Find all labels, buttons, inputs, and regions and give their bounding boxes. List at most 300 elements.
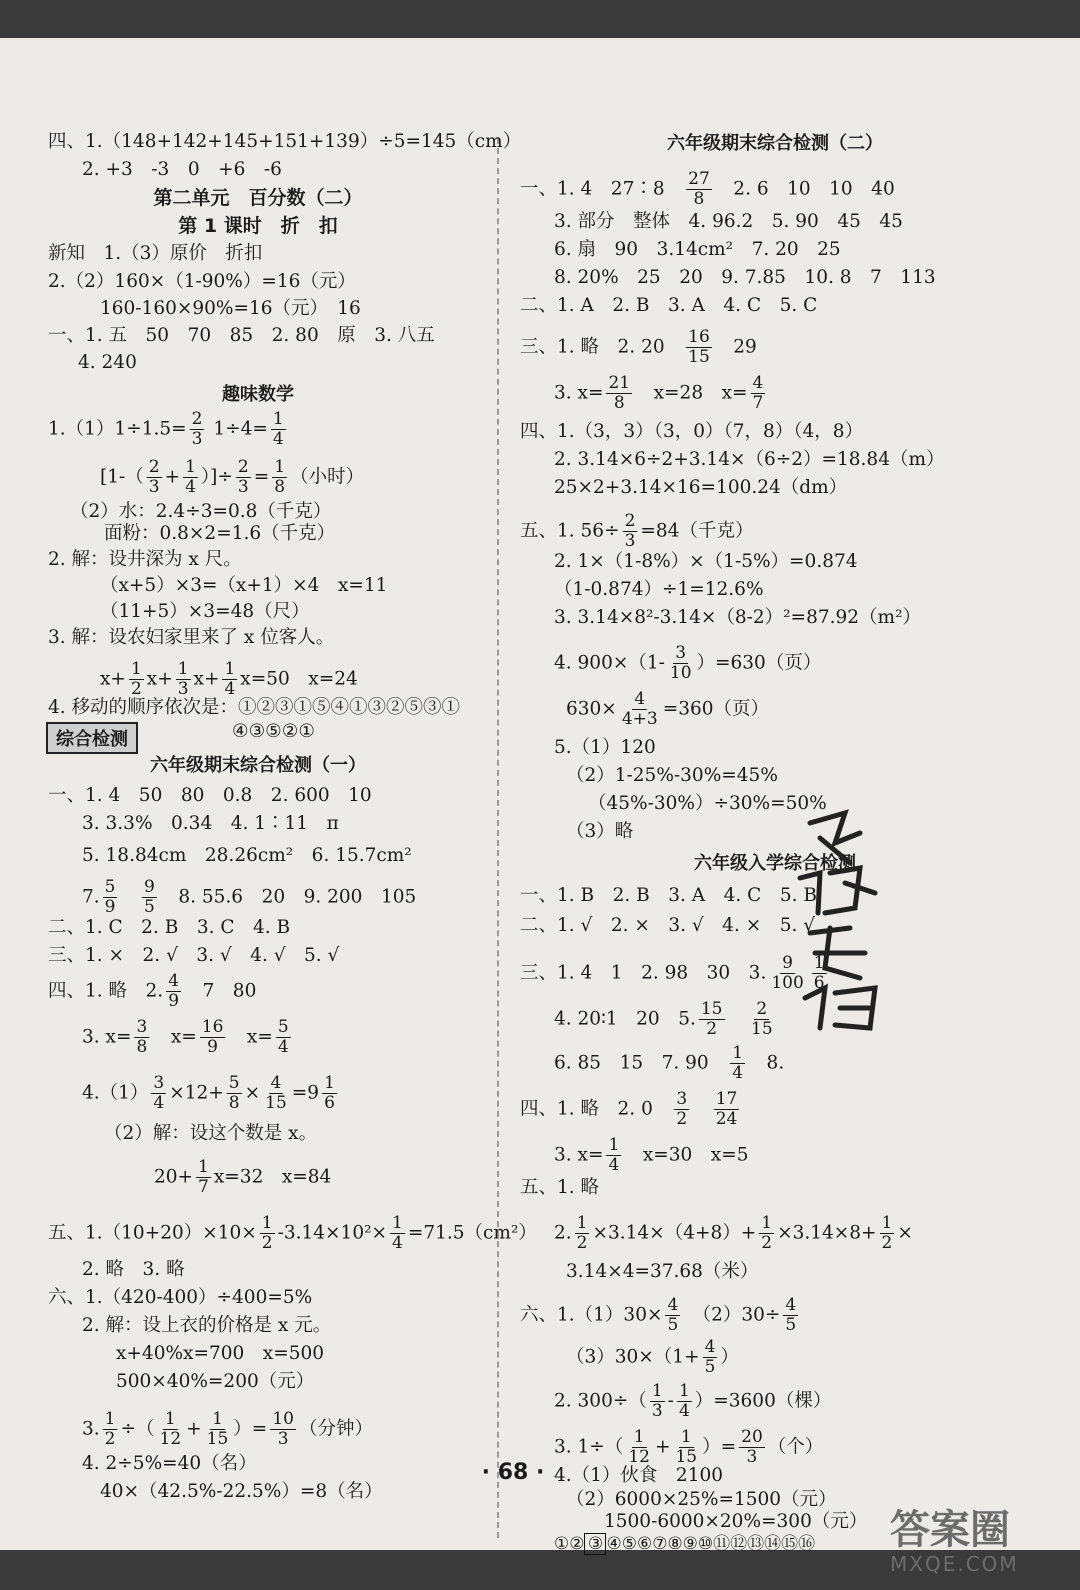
- numerator: 2: [191, 409, 203, 429]
- text: x=50 x=24: [240, 668, 358, 690]
- line: [554, 1428, 823, 1467]
- denominator: 5: [667, 1315, 679, 1335]
- denominator: 6: [324, 1093, 335, 1113]
- denominator: 3: [624, 531, 636, 551]
- line: （45%-30%）÷30%=50%: [588, 793, 827, 814]
- text: +: [186, 1418, 202, 1440]
- line: （2）1-25%-30%=45%: [566, 765, 778, 786]
- denominator: 8: [693, 189, 705, 209]
- text: （2）30÷: [701, 1304, 781, 1326]
- fraction: [103, 1410, 118, 1449]
- denominator: 4: [224, 679, 236, 699]
- numerator: 1: [881, 1213, 893, 1233]
- line: 3. 3.3% 0.34 4. 1∶11 π: [82, 813, 339, 834]
- exam1-title: 六年级期末综合检测（一）: [150, 755, 366, 776]
- line: ④③⑤②①: [232, 721, 315, 742]
- line: [554, 1214, 913, 1253]
- line: 四、1.（148+142+145+151+139）÷5=145（cm）: [48, 131, 522, 152]
- fraction: [783, 1296, 798, 1335]
- line: [82, 1410, 373, 1449]
- fraction: [686, 328, 712, 367]
- line: 二、1. A 2. B 3. A 4. C 5. C: [520, 295, 818, 316]
- line: [554, 1000, 778, 1039]
- denominator: 8: [136, 1037, 148, 1057]
- denominator: 6: [813, 973, 825, 993]
- line: 2. 1×（1-8%）×（1-5%）=0.874: [554, 551, 858, 572]
- fraction: [236, 458, 251, 497]
- line: 4. 2÷5%=40（名）: [82, 1453, 257, 1474]
- text: ×3.14×（4+8）+: [592, 1222, 757, 1244]
- denominator: 9: [168, 991, 180, 1011]
- fraction: [626, 1428, 652, 1467]
- line: 2. 解：设上衣的价格是 x 元。: [82, 1315, 332, 1336]
- text: ④⑤⑥⑦⑧⑨⑩⑪⑫⑬⑭⑮⑯: [606, 1534, 816, 1554]
- text: 4.（1）: [82, 1082, 149, 1104]
- fraction: [650, 1382, 665, 1421]
- numerator: 2: [237, 457, 249, 477]
- denominator: 15: [206, 1429, 229, 1449]
- line: 3.14×4=37.68（米）: [566, 1261, 759, 1282]
- numerator: 4: [704, 1337, 716, 1357]
- text: 2. 300÷（: [554, 1390, 647, 1412]
- lesson-title: 第 1 课时 折 扣: [178, 215, 338, 237]
- numerator: 4: [667, 1295, 679, 1315]
- text: ①②: [554, 1534, 585, 1554]
- denominator: 3: [148, 477, 160, 497]
- numerator: 5: [277, 1017, 289, 1037]
- line: [82, 1074, 340, 1113]
- line: 2. 解：设井深为 x 尺。: [48, 549, 242, 570]
- numerator: 1: [164, 1409, 176, 1429]
- column-divider: [497, 138, 499, 1538]
- line: x+40%x=700 x=500: [116, 1343, 325, 1364]
- fraction: [129, 660, 144, 699]
- fraction: [674, 1090, 689, 1129]
- fraction: [665, 1296, 680, 1335]
- fraction: [263, 1074, 289, 1113]
- line: [48, 1214, 537, 1253]
- denominator: 3: [746, 1447, 758, 1467]
- fraction: [272, 458, 287, 497]
- line: 4. 移动的顺序依次是：①②③①⑤④①③②⑤③①: [48, 697, 461, 718]
- text: ÷（: [120, 1418, 155, 1440]
- numerator: 9: [782, 953, 793, 973]
- scribble-stroke: [810, 813, 860, 863]
- numerator: 1: [633, 1427, 645, 1447]
- fraction: [673, 1428, 699, 1467]
- line: [554, 1136, 749, 1175]
- numerator: 10: [272, 1409, 294, 1429]
- line: 8. 20% 25 20 9. 7.85 10. 8 7 113: [554, 267, 936, 288]
- text: ×: [897, 1222, 913, 1244]
- denominator: 2: [761, 1233, 773, 1253]
- numerator: 27: [688, 169, 710, 189]
- line: [100, 458, 364, 497]
- denominator: 4: [185, 477, 196, 497]
- numerator: 17: [715, 1089, 738, 1109]
- line: 2. +3 -3 0 +6 -6: [82, 159, 282, 180]
- line: [100, 660, 358, 699]
- text: =360（页）: [662, 698, 770, 720]
- fraction: [730, 1044, 745, 1083]
- text: 三、1. 略 2. 20: [520, 336, 665, 358]
- text: 1.（1）1÷1.5=: [48, 418, 187, 440]
- numerator: 5: [104, 877, 116, 897]
- numerator: 1: [212, 1409, 223, 1429]
- numerator: 4: [634, 689, 646, 709]
- text: 三、1. 4 1 2. 98 30 3.: [520, 962, 767, 984]
- text: 8.: [766, 1052, 785, 1074]
- numerator: 4: [270, 1073, 282, 1093]
- line: （x+5）×3=（x+1）×4 x=11: [100, 575, 388, 596]
- line: 面粉：0.8×2=1.6（千克）: [104, 523, 336, 544]
- section-badge: 综合检测: [46, 722, 138, 754]
- line: [554, 374, 768, 413]
- denominator: 2: [576, 1233, 588, 1253]
- text: 五、1. 56÷: [520, 520, 620, 542]
- denominator: 9: [207, 1037, 218, 1057]
- line: （3）略: [566, 821, 634, 842]
- text: [1-（: [100, 466, 144, 488]
- denominator: 7: [198, 1177, 209, 1197]
- watermark-url: MXQE.COM: [890, 1552, 1019, 1576]
- fraction: [103, 878, 118, 917]
- fraction: [205, 1410, 231, 1449]
- line: [554, 1044, 784, 1083]
- numerator: 1: [680, 1427, 692, 1447]
- line: [566, 690, 769, 729]
- line: 3. 3.14×8²-3.14×（8-2）²=87.92（m²）: [554, 607, 921, 628]
- fraction: [227, 1074, 242, 1113]
- text: 630×: [566, 698, 617, 720]
- fraction: [686, 170, 712, 209]
- text: 一、1. 4 27∶8: [520, 178, 665, 200]
- denominator: 4+3: [621, 709, 658, 729]
- text: 6. 85 15 7. 90: [554, 1052, 709, 1074]
- numerator: 1: [813, 953, 825, 973]
- denominator: 9: [104, 897, 116, 917]
- line: 一、1. B 2. B 3. A 4. C 5. B: [520, 885, 817, 906]
- numerator: 4: [168, 971, 180, 991]
- denominator: 24: [715, 1109, 738, 1129]
- fraction: [668, 644, 694, 683]
- denominator: 5: [785, 1315, 797, 1335]
- fraction: [176, 660, 191, 699]
- denominator: 5: [144, 897, 155, 917]
- line: [520, 512, 753, 551]
- fraction: [606, 1136, 621, 1175]
- line: （2）水：2.4÷3=0.8（千克）: [70, 501, 332, 522]
- numerator: 1: [104, 1409, 116, 1429]
- text: ×12+: [169, 1082, 224, 1104]
- line: 二、1. C 2. B 3. C 4. B: [48, 917, 291, 938]
- numerator: 3: [153, 1073, 165, 1093]
- numerator: 1: [324, 1073, 335, 1093]
- text: =71.5（cm²）: [407, 1222, 537, 1244]
- line: 40×（42.5%-22.5%）=8（名）: [100, 1481, 383, 1502]
- line: [554, 644, 821, 683]
- fraction: [623, 512, 638, 551]
- denominator: 15: [265, 1093, 287, 1113]
- fraction: [739, 1428, 765, 1467]
- denominator: 2: [706, 1019, 718, 1039]
- denominator: 8: [613, 393, 625, 413]
- fraction: [222, 660, 237, 699]
- text: +: [654, 1436, 671, 1458]
- text: 2. 6 10 10 40: [733, 178, 895, 200]
- line: 3. 解：设农妇家里来了 x 位客人。: [48, 627, 335, 648]
- numerator: 2: [624, 511, 636, 531]
- fraction: [703, 1338, 718, 1377]
- numerator: 1: [272, 409, 284, 429]
- text: 3. x=: [554, 1144, 604, 1166]
- text: x=: [170, 1026, 197, 1048]
- text: -: [667, 1390, 674, 1412]
- fraction: [276, 1018, 291, 1057]
- line: 五、1. 略: [520, 1177, 600, 1198]
- denominator: 3: [237, 477, 249, 497]
- denominator: 4: [608, 1155, 620, 1175]
- numerator: 3: [136, 1017, 148, 1037]
- line: 5.（1）120: [554, 737, 656, 758]
- denominator: 15: [751, 1019, 773, 1039]
- text: -3.14×10²×: [277, 1222, 388, 1244]
- denominator: 8: [274, 477, 286, 497]
- text: x=30 x=5: [642, 1144, 749, 1166]
- line: [566, 1338, 739, 1377]
- line: （11+5）×3=48（尺）: [100, 601, 310, 622]
- denominator: 4: [272, 429, 284, 449]
- text: x=: [246, 1026, 273, 1048]
- line: 6. 扇 90 3.14cm² 7. 20 25: [554, 239, 841, 260]
- line: [82, 878, 416, 917]
- fraction: [271, 410, 286, 449]
- line: [520, 1090, 742, 1129]
- text: ×: [244, 1082, 261, 1104]
- line: 500×40%=200（元）: [116, 1371, 315, 1392]
- text: 六、1.（1）30×: [520, 1304, 663, 1326]
- numerator: 21: [608, 373, 631, 393]
- line: [554, 1382, 831, 1421]
- text: 4. 20∶1 20 5.: [554, 1008, 696, 1030]
- denominator: 4: [392, 1233, 403, 1253]
- text: ）=3600（棵）: [694, 1390, 832, 1412]
- text: ）=: [233, 1418, 268, 1440]
- numerator: 1: [761, 1213, 773, 1233]
- text: 1÷4=: [213, 418, 268, 440]
- text: 3. x=: [82, 1026, 132, 1048]
- text: x+: [146, 668, 173, 690]
- line: [554, 1532, 815, 1556]
- text: =: [253, 466, 270, 488]
- numerator: 2: [148, 457, 160, 477]
- text: （分钟）: [298, 1418, 373, 1440]
- fraction: [699, 1000, 725, 1039]
- text: 四、1. 略 2.: [48, 980, 164, 1002]
- text: +: [164, 466, 181, 488]
- denominator: 4: [678, 1401, 690, 1421]
- text: 3.: [82, 1418, 100, 1440]
- scribble-stroke: [800, 868, 875, 913]
- line: 2. 3.14×6÷2+3.14×（6÷2）=18.84（m）: [554, 449, 945, 470]
- denominator: 4: [277, 1037, 289, 1057]
- text: x+: [100, 668, 126, 690]
- numerator: 3: [676, 1089, 688, 1109]
- denominator: 4: [732, 1063, 744, 1083]
- denominator: 2: [881, 1233, 893, 1253]
- line: 一、1. 五 50 70 85 2. 80 原 3. 八五: [48, 325, 435, 346]
- text: 7 80: [202, 980, 257, 1002]
- text: 7.: [82, 886, 100, 908]
- watermark: [890, 1508, 1019, 1576]
- text: ×3.14×8+: [777, 1222, 877, 1244]
- line: 四、1.（3，3）（3，0）（7，8）（4，8）: [520, 421, 864, 442]
- answer-sheet: [0, 38, 1080, 1554]
- denominator: 3: [177, 679, 189, 699]
- line: 1500-6000×20%=300（元）: [604, 1511, 868, 1532]
- fraction: [751, 374, 766, 413]
- fraction: [270, 1410, 296, 1449]
- denominator: 7: [752, 393, 764, 413]
- denominator: 10: [669, 663, 692, 683]
- line: [520, 954, 830, 993]
- text: =84（千克）: [640, 520, 754, 542]
- fraction: [749, 1000, 775, 1039]
- denominator: 8: [228, 1093, 240, 1113]
- text: 8. 55.6 20 9. 200 105: [178, 886, 417, 908]
- fun-math-title: 趣味数学: [222, 384, 294, 405]
- fraction: [151, 1074, 166, 1113]
- text: （个）: [767, 1436, 824, 1458]
- numerator: 5: [228, 1073, 240, 1093]
- line: （2）6000×25%=1500（元）: [566, 1489, 837, 1510]
- numerator: 1: [651, 1381, 663, 1401]
- line: （2）解：设这个数是 x。: [104, 1123, 318, 1144]
- text: x=28 x=: [653, 382, 748, 404]
- unit-title: 第二单元 百分数（二）: [153, 187, 363, 209]
- line: 六、1.（420-400）÷400=5%: [48, 1287, 313, 1308]
- text: 3. 1÷（: [554, 1436, 624, 1458]
- text: ）: [720, 1346, 739, 1368]
- text: （小时）: [290, 466, 365, 488]
- line: 一、1. 4 50 80 0.8 2. 600 10: [48, 785, 372, 806]
- fraction: [620, 690, 660, 729]
- fraction: [147, 458, 162, 497]
- line: [520, 328, 757, 367]
- line: 4. 240: [78, 352, 137, 373]
- line: （1-0.874）÷1=12.6%: [554, 579, 764, 600]
- fraction: [134, 1018, 149, 1057]
- boxed-number: ③: [584, 1533, 606, 1555]
- numerator: 4: [785, 1295, 797, 1315]
- text: ）=630（页）: [696, 652, 822, 674]
- fraction: [190, 410, 205, 449]
- fraction: [142, 878, 157, 917]
- text: 3. x=: [554, 382, 604, 404]
- line: [82, 1018, 294, 1057]
- numerator: 9: [144, 877, 155, 897]
- fraction: [322, 1074, 337, 1113]
- denominator: 4: [153, 1093, 165, 1113]
- denominator: 15: [675, 1447, 698, 1467]
- numerator: 20: [741, 1427, 763, 1447]
- denominator: 100: [771, 973, 804, 993]
- text: 2.: [554, 1222, 572, 1244]
- exam3-title: 六年级入学综合检测: [694, 853, 856, 874]
- numerator: 1: [608, 1135, 620, 1155]
- line: 5. 18.84cm 28.26cm² 6. 15.7cm²: [82, 845, 412, 866]
- fraction: [183, 458, 198, 497]
- denominator: 15: [688, 347, 710, 367]
- text: 20+: [154, 1166, 194, 1188]
- line: 新知 1.（3）原价 折扣: [48, 243, 263, 264]
- text: 4. 900×（1-: [554, 652, 665, 674]
- line: 3. 部分 整体 4. 96.2 5. 90 45 45: [554, 211, 903, 232]
- line: [154, 1158, 331, 1197]
- fraction: [880, 1214, 895, 1253]
- numerator: 1: [177, 659, 189, 679]
- numerator: 1: [130, 659, 142, 679]
- text: x=32 x=84: [213, 1166, 332, 1188]
- numerator: 15: [700, 999, 723, 1019]
- numerator: 2: [756, 999, 768, 1019]
- numerator: 1: [274, 457, 286, 477]
- fraction: [759, 1214, 774, 1253]
- numerator: 16: [201, 1017, 224, 1037]
- fraction: [390, 1214, 405, 1253]
- numerator: 1: [576, 1213, 588, 1233]
- denominator: 3: [277, 1429, 289, 1449]
- line: [520, 1296, 801, 1335]
- text: （3）30×（1+: [566, 1346, 700, 1368]
- text: x+: [193, 668, 220, 690]
- denominator: 2: [104, 1429, 116, 1449]
- numerator: 4: [752, 373, 764, 393]
- denominator: 3: [651, 1401, 663, 1421]
- numerator: 1: [732, 1043, 744, 1063]
- line: [48, 410, 289, 449]
- line: 三、1. × 2. √ 3. √ 4. √ 5. √: [48, 945, 340, 966]
- fraction: [196, 1158, 211, 1197]
- exam2-title: 六年级期末综合检测（二）: [667, 133, 883, 154]
- numerator: 16: [688, 327, 710, 347]
- scribble-stroke: [810, 928, 865, 978]
- line: 25×2+3.14×16=100.24（dm）: [554, 477, 848, 498]
- denominator: 2: [676, 1109, 688, 1129]
- line: 160-160×90%=16（元） 16: [100, 298, 361, 319]
- line: [520, 170, 895, 209]
- line: [48, 972, 256, 1011]
- denominator: 12: [159, 1429, 182, 1449]
- fraction: [714, 1090, 740, 1129]
- page-number: · 68 ·: [481, 1460, 545, 1485]
- text: 29: [733, 336, 757, 358]
- denominator: 12: [628, 1447, 650, 1467]
- text: =9: [291, 1082, 320, 1104]
- line: 2.（2）160×（1-90%）=16（元）: [48, 271, 356, 292]
- watermark-brand: 答案圈: [890, 1507, 1010, 1553]
- text: 五、1.（10+20）×10×: [48, 1222, 257, 1244]
- numerator: 1: [224, 659, 236, 679]
- denominator: 3: [191, 429, 203, 449]
- fraction: [166, 972, 181, 1011]
- numerator: 1: [261, 1213, 273, 1233]
- fraction: [260, 1214, 275, 1253]
- denominator: 2: [261, 1233, 273, 1253]
- line: 2. 略 3. 略: [82, 1259, 185, 1280]
- scribble-stroke: [805, 988, 875, 1028]
- fraction: [575, 1214, 590, 1253]
